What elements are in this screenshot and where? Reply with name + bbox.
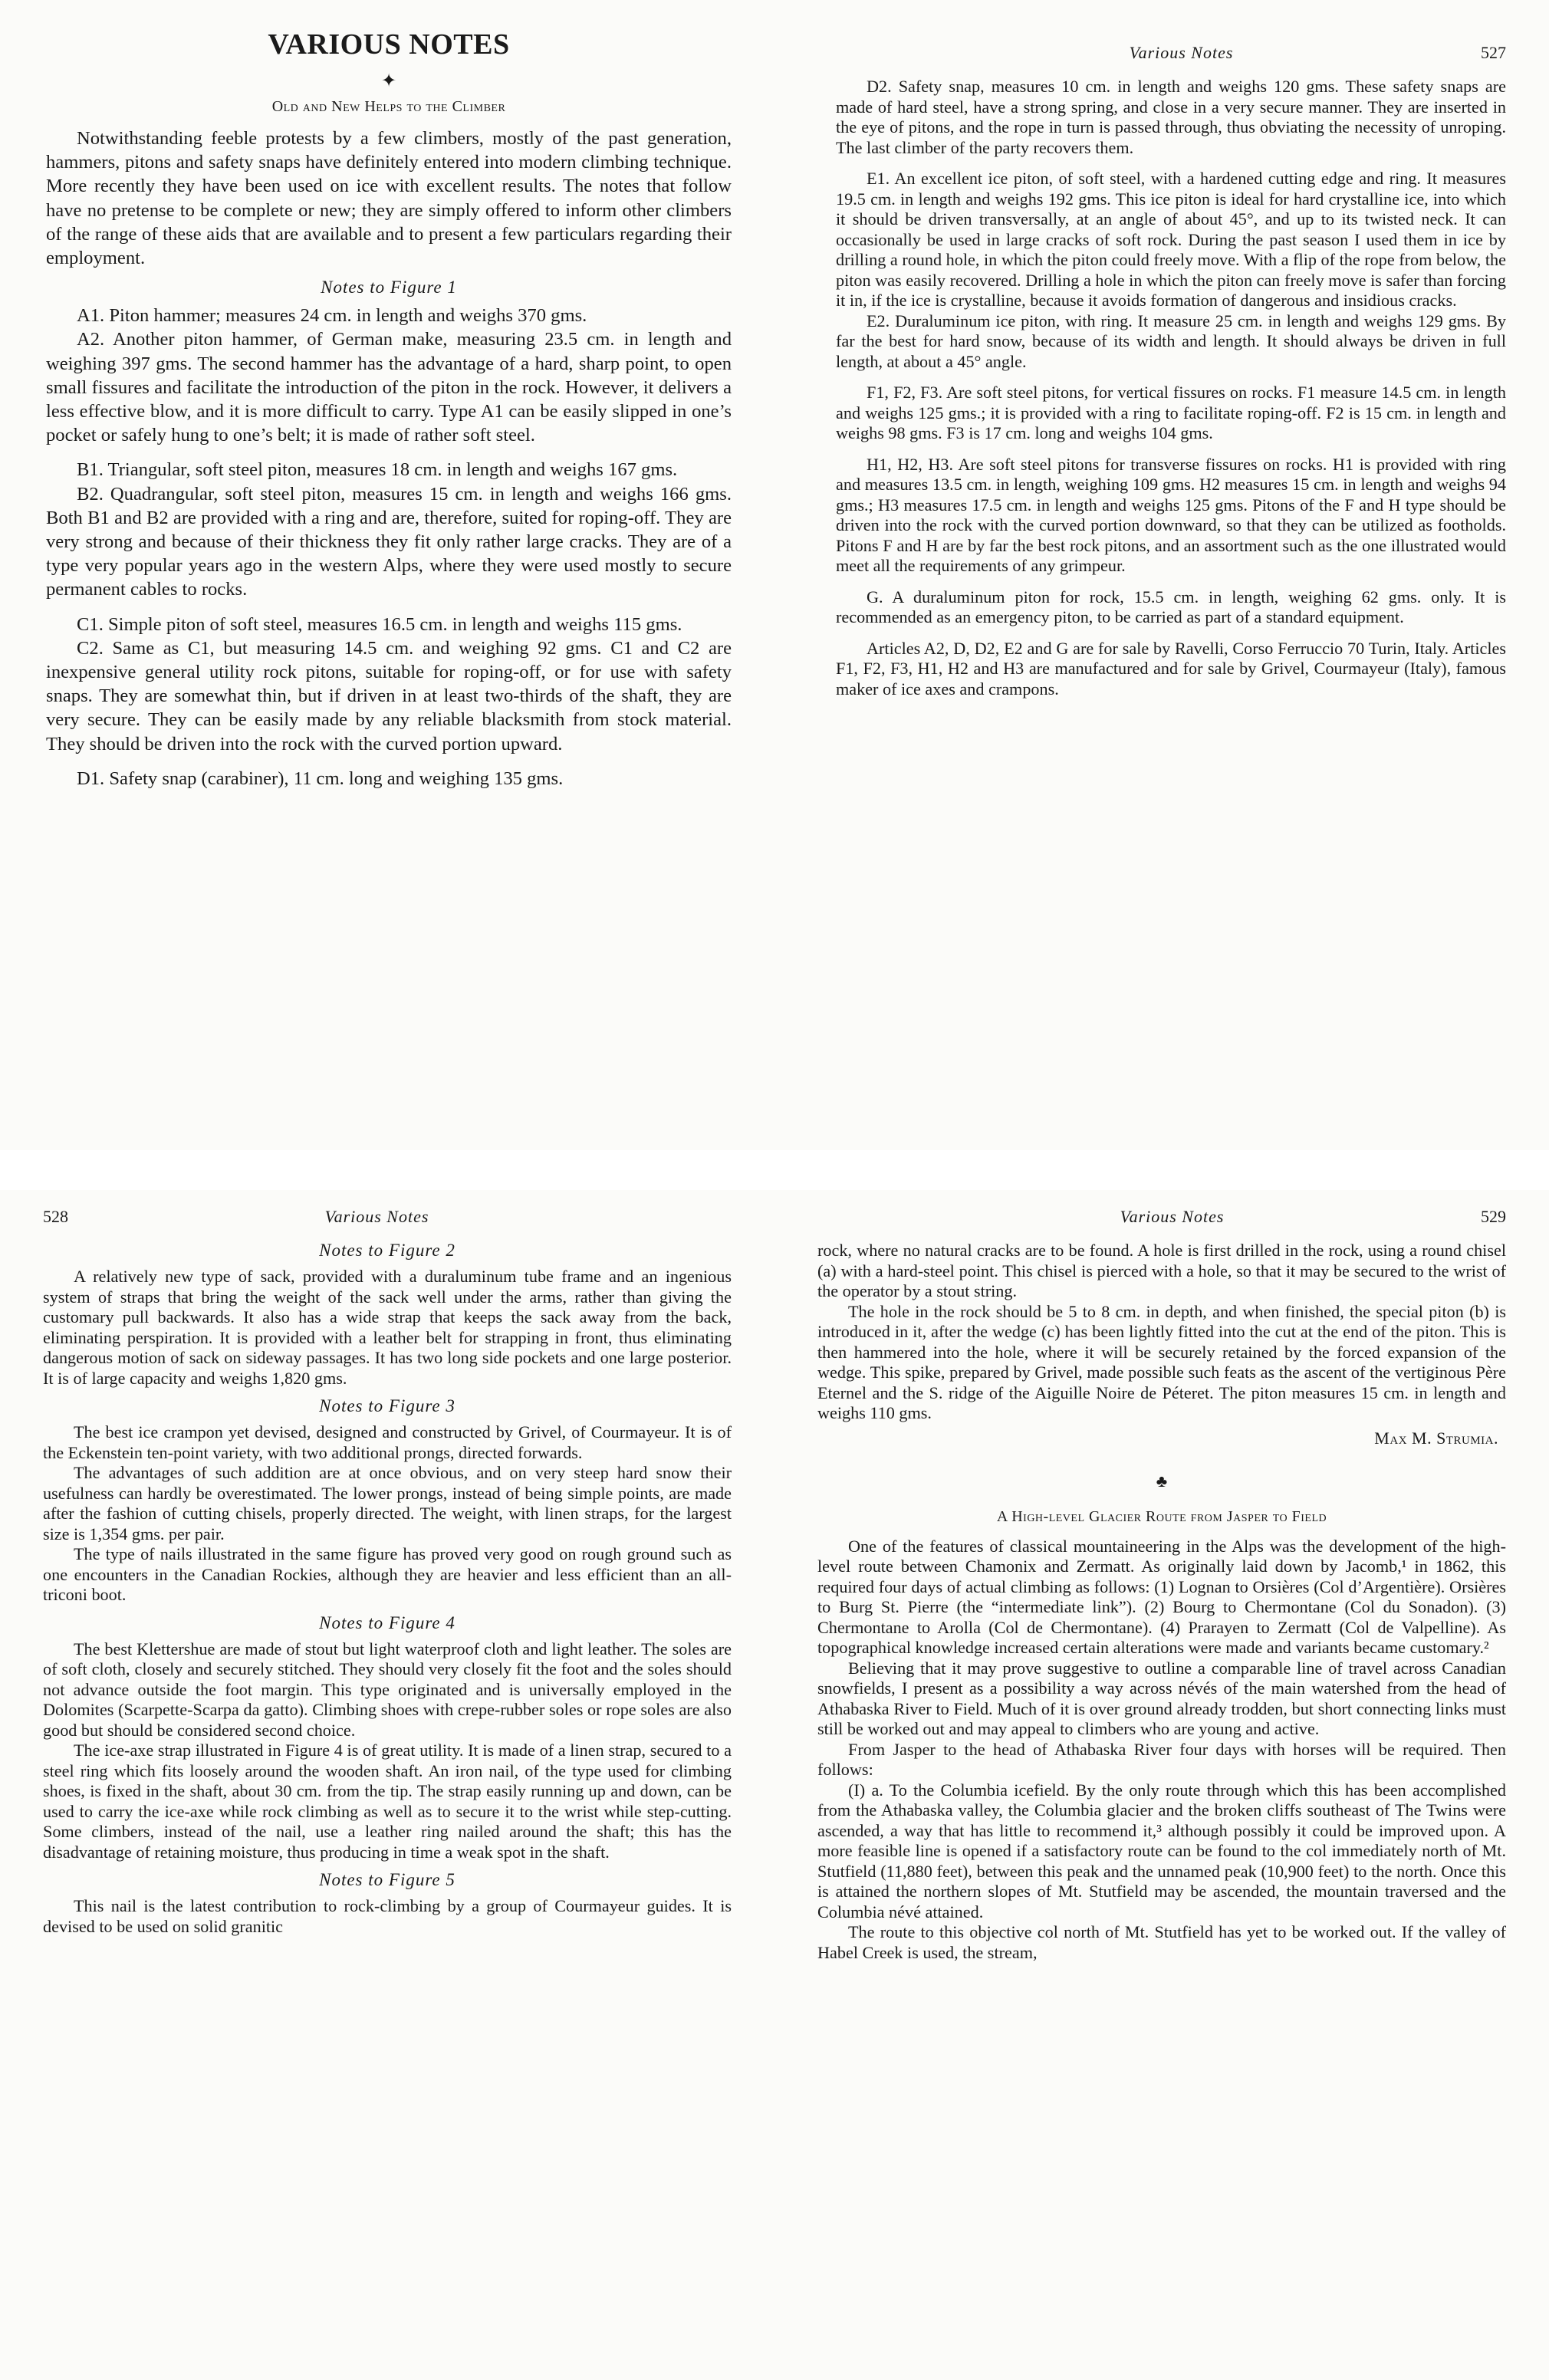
paragraph: B1. Triangular, soft steel piton, measures 18 cm. in length and weighs 167 gms. [77, 459, 678, 481]
paragraph: (I) a. To the Columbia icefield. By the only route through which this has been accomplished from the Athabaska valley, the Columbia glacier and the broken cliffs southeast of The Twins were ascended, a way that has little to recommend it,³ although possibly it could be improved upon. A more feasible line is opened if a satisfactory route can be found to the col immediately north of Mt. Stutfield (11,880 feet), between this peak and the unnamed peak (10,900 feet) to the north. Once this is attained the northern slopes of Mt. Stutfield may be ascended, the mountain traversed and the Columbia névé attained. [817, 1780, 1506, 1921]
running-header [43, 1207, 732, 1227]
ornament-icon: ✦ [380, 71, 397, 91]
figure-5-heading: Notes to Figure 5 [319, 1870, 455, 1889]
paragraph: H1, H2, H3. Are soft steel pitons for transverse fissures on rocks. H1 is provided with ring and measures 13.5 cm. in length, weighing 109 gms. H2 measures 15 cm. in length and weighs 94 gms.; H3 measures 17.5 cm. in length and weighs 125 gms. Pitons of the F and H type should be driven into the rock with the curved portion downward, so that they can be utilized as footholds. Pitons F and H are by far the best rock pitons, and an assortment such as the one illustrated would meet all the requirements of any grimpeur. [836, 454, 1506, 575]
author-signature: Max M. Strumia. [1374, 1428, 1498, 1448]
paragraph: B2. Quadrangular, soft steel piton, measures 15 cm. in length and weighs 166 gms. Both B1 and B2 are provided with a ring and are, therefore, suited for roping-off. They are very strong and because of their thickness they fit only rather large cracks. They are of a type very popular years ago in the western Alps, where they were used mostly to secure permanent cables to rocks. [46, 483, 732, 600]
paragraph: A1. Piton hammer; measures 24 cm. in length and weighs 370 gms. [77, 305, 587, 327]
figure-4-heading: Notes to Figure 4 [319, 1612, 455, 1632]
paragraph: The type of nails illustrated in the same figure has proved very good on rough ground such as one encounters in the Canadian Rockies, although they are heavier and less efficient than an all-triconi boot. [43, 1544, 732, 1604]
page-527 [774, 0, 1549, 1150]
paragraph: The advantages of such addition are at once obvious, and on very steep hard snow their usefulness can hardly be overestimated. The lower prongs, instead of being simple points, are made after the fashion of cutting chisels, properly directed. The weight, with linen straps, for the largest size is 1,354 gms. per pair. [43, 1463, 732, 1543]
paragraph: A2. Another piton hammer, of German make, measuring 23.5 cm. in length and weighing 397 gms. The second hammer has the advantage of a hard, sharp point, to open small fissures and facilitate the introduction of the piton in the rock. However, it delivers a less effective blow, and it is more difficult to carry. Type A1 can be easily slipped in one’s pocket or safely hung to one’s belt; it is made of rather soft steel. [46, 329, 732, 446]
paragraph: This nail is the latest contribution to rock-climbing by a group of Courmayeur guides. It is devised to be used on solid granitic [43, 1896, 732, 1936]
running-head-title: Various Notes [324, 1207, 429, 1226]
paragraph: The route to this objective col north of Mt. Stutfield has yet to be worked out. If the valley of Habel Creek is used, the stream, [817, 1922, 1506, 1962]
paragraph: E2. Duraluminum ice piton, with ring. It measure 25 cm. in length and weighs 129 gms. By far the best for hard snow, because of its width and length. It should always be driven in full length, at about a 45° angle. [836, 311, 1506, 371]
page-number: 529 [1480, 1207, 1506, 1226]
paragraph: C1. Simple piton of soft steel, measures 16.5 cm. in length and weighs 115 gms. [77, 613, 682, 635]
paragraph: The best ice crampon yet devised, designed and constructed by Grivel, of Courmayeur. It is of the Eckenstein ten-point variety, with two additional prongs, directed forwards. [43, 1422, 732, 1462]
section-title: A High-level Glacier Route from Jasper to Field [996, 1507, 1327, 1525]
paragraph: rock, where no natural cracks are to be found. A hole is first drilled in the rock, using a round chisel (a) with a hard-steel point. This chisel is pierced with a hole, so that it may be secured to the wrist of the operator by a stout string. [817, 1241, 1506, 1300]
paragraph: The ice-axe strap illustrated in Figure 4 is of great utility. It is made of a linen strap, secured to a steel ring which fits loosely around the wooden shaft. An iron nail, of the type used for climbing shoes, is fixed in the shaft, about 30 cm. from the tip. The strap easily running up and down, can be used to carry the ice-axe while rock climbing as well as to secure it to the wrist while step-cutting. Some climbers, instead of the nail, use a leather ring nailed around the shaft; this has the disadvantage of retaining moisture, thus producing in time a weak spot in the shaft. [43, 1741, 732, 1862]
running-head-title: Various Notes [1129, 43, 1234, 62]
paragraph: From Jasper to the head of Athabaska River four days with horses will be required. Then follows: [817, 1739, 1506, 1779]
paragraph: Articles A2, D, D2, E2 and G are for sale by Ravelli, Corso Ferruccio 70 Turin, Italy. Articles F1, F2, F3, H1, H2 and H3 are manufactured and for sale by Grivel, Courmayeur (Italy), famous maker of ice axes and crampons. [836, 638, 1506, 699]
paragraph: G. A duraluminum piton for rock, 15.5 cm. in length, weighing 62 gms. only. It is recommended as an emergency piton, to be carried as part of a standard equipment. [836, 587, 1506, 626]
paragraph: The hole in the rock should be 5 to 8 cm. in depth, and when finished, the special piton (b) is introduced in it, after the wedge (c) has been lightly fitted into the cut at the end of the piton. This is then hammered into the hole, where it will be securely retained by the forced expansion of the wedge. This spike, prepared by Grivel, made possible such feats as the ascent of the vertiginous Père Eternel and the S. ridge of the Aiguille Noire de Péteret. The piton measures 15 cm. in length and weighs 110 gms. [817, 1301, 1506, 1422]
running-head-title: Various Notes [1120, 1207, 1225, 1226]
paragraph: D2. Safety snap, measures 10 cm. in length and weighs 120 gms. These safety snaps are made of hard steel, have a strong spring, and close in a very secure manner. They are inserted in the eye of pitons, and the rope in turn is passed through, thus obviating the necessity of unroping. The last climber of the party recovers them. [836, 77, 1506, 157]
page-number: 527 [1480, 43, 1506, 62]
figure-3-heading: Notes to Figure 3 [319, 1396, 455, 1415]
section-title: Old and New Helps to the Climber [271, 98, 506, 115]
figure-1-heading: Notes to Figure 1 [321, 278, 457, 298]
ornament-icon: ♣ [1156, 1471, 1168, 1491]
paragraph: One of the features of classical mountaineering in the Alps was the development of the high-level route between Chamonix and Zermatt. As originally laid down by Jacomb,¹ in 1862, this required four days of actual climbing as follows: (1) Lognan to Orsières (Col d’Argentière). Orsières to Burg St. Pierre (the “intermediate link”). (2) Bourg to Chermontane (Col du Sonadon). (3) Chermontane to Arolla (Col de Chermontane). (4) Prarayen to Zermatt (Col de Valpelline). As topographical knowledge increased certain alterations were made and variants became customary.² [817, 1536, 1506, 1657]
paragraph: A relatively new type of sack, provided with a duraluminum tube frame and an ingenious system of straps that bring the weight of the sack well under the arms, rather than giving the customary pull backwards. It also has a wide strap that keeps the sack away from the back, eliminating perspiration. It is provided with a leather belt for strapping in front, thus eliminating dangerous motion of sack on sideway passages. It has two long side pockets and one large posterior. It is of large capacity and weighs 1,820 gms. [43, 1267, 732, 1388]
page-number: 528 [43, 1207, 68, 1226]
paragraph: D1. Safety snap (carabiner), 11 cm. long and weighing 135 gms. [77, 768, 564, 789]
intro-paragraph: Notwithstanding feeble protests by a few climbers, mostly of the past generation, hammers, pitons and safety snaps have definitely entered into modern climbing technique. More recently they have been used on ice with excellent results. The notes that follow have no pretense to be complete or new; they are simply offered to inform other climbers of the range of these aids that are available and to present a few particulars regarding their employment. [46, 128, 732, 269]
paragraph: E1. An excellent ice piton, of soft steel, with a hardened cutting edge and ring. It measures 19.5 cm. in length and weighs 192 gms. This ice piton is ideal for hard crystalline ice, into which it should be driven transversally, at an angle of about 45°, and up to its twisted neck. It can occasionally be used in large cracks of soft rock. During the past season I used them in ice by drilling a round hole, in which the piton could freely move. With a flip of the rope from below, the piton was easily recovered. Drilling a hole in which the piton can freely move is safer than forcing it in, if the ice is crystalline, because it avoids formation of dangerous and insidious cracks. [836, 169, 1506, 310]
paragraph: Believing that it may prove suggestive to outline a comparable line of travel across Canadian snowfields, I present as a possibility a way across névés of the main watershed from the head of Athabaska River to Field. Much of it is over ground already trodden, but short connecting links must still be worked out and may appeal to climbers who are young and active. [817, 1658, 1506, 1738]
page-title: VARIOUS NOTES [268, 28, 510, 61]
page-528 [0, 1190, 774, 2380]
figure-2-heading: Notes to Figure 2 [319, 1241, 455, 1260]
paragraph: C2. Same as C1, but measuring 14.5 cm. and weighing 92 gms. C1 and C2 are inexpensive general utility rock pitons, suitable for roping-off, or for use with safety snaps. They are somewhat thin, but if driven in at least two-thirds of the shaft, they are very secure. They can be easily made by any reliable blacksmith from stock material. They should be driven into the rock with the curved portion upward. [46, 637, 732, 754]
paragraph: The best Klettershue are made of stout but light waterproof cloth and light leather. The soles are of soft cloth, closely and securely stitched. They should very closely fit the foot and the soles should not advance outside the foot margin. This type originated and is universally employed in the Dolomites (Scarpette-Scarpa da gatto). Climbing shoes with crepe-rubber soles or rope soles are also good but should be considered second choice. [43, 1639, 732, 1740]
paragraph: F1, F2, F3. Are soft steel pitons, for vertical fissures on rocks. F1 measure 14.5 cm. in length and weighs 125 gms.; it is provided with a ring to facilitate roping-off. F2 is 15 cm. in length and weighs 98 gms. F3 is 17 cm. long and weighs 104 gms. [836, 383, 1506, 442]
running-header [817, 1207, 1506, 1227]
page-526 [0, 0, 774, 1150]
running-header [836, 43, 1506, 63]
page-529 [774, 1190, 1549, 2380]
